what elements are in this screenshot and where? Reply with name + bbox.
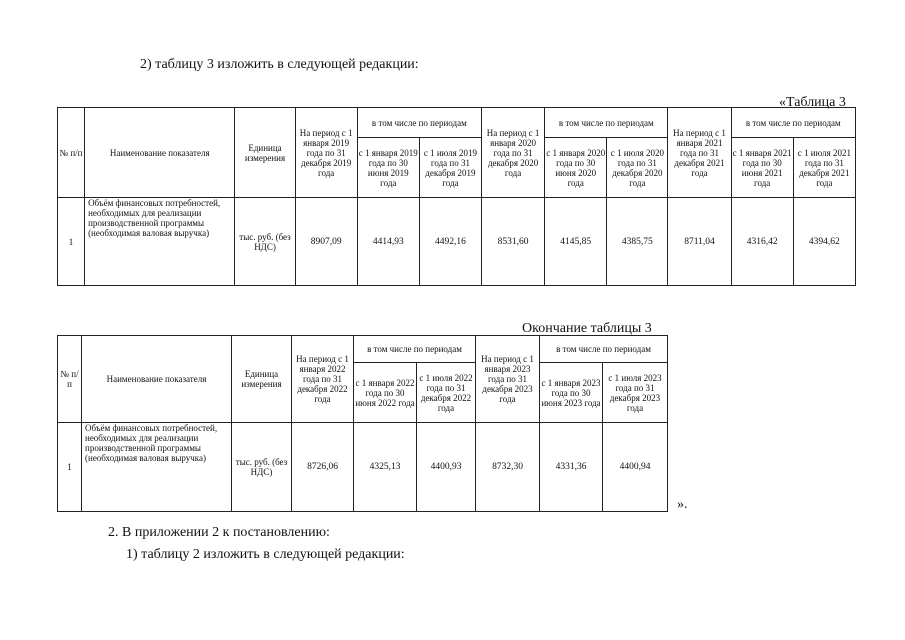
t2-header-h1-2022: с 1 января 2022 года по 30 июня 2022 года <box>354 363 417 423</box>
t1-header-num: № п/п <box>58 108 85 198</box>
t2-value-2023-h2: 4400,94 <box>603 423 668 512</box>
t1-header-h1-2021: с 1 января 2021 года по 30 июня 2021 года <box>731 138 793 198</box>
t2-header-h1-2023: с 1 января 2023 года по 30 июня 2023 года <box>540 363 603 423</box>
t1-header-period-2020: На период с 1 января 2020 года по 31 декабря 2020 года <box>482 108 545 198</box>
t2-row-name: Объём финансовых потребностей, необходимых для реализации производственной программы (необходимая валовая выручка) <box>82 423 232 512</box>
intro-text: таблицу 3 изложить в следующей редакции: <box>155 57 419 72</box>
t1-row-unit: тыс. руб. (без НДС) <box>235 198 295 286</box>
intro-item-number: 2) <box>140 57 152 72</box>
t2-header-h2-2022: с 1 июля 2022 года по 31 декабря 2022 года <box>417 363 476 423</box>
t2-value-2023: 8732,30 <box>476 423 540 512</box>
table2-caption: Окончание таблицы 3 <box>522 321 652 336</box>
table1-caption: «Таблица 3 <box>779 95 846 110</box>
t1-header-h1-2020: с 1 января 2020 года по 30 июня 2020 года <box>545 138 607 198</box>
t1-header-name: Наименование показателя <box>85 108 235 198</box>
t1-value-2019-h1: 4414,93 <box>357 198 419 286</box>
t2-header-name: Наименование показателя <box>82 336 232 423</box>
section2-item1 <box>126 547 405 563</box>
section2-heading: 2. В приложении 2 к постановлению: <box>108 525 330 540</box>
t2-header-subperiods-2023: в том числе по периодам <box>540 336 668 363</box>
t1-row-num: 1 <box>58 198 85 286</box>
table1 <box>57 107 856 286</box>
t2-row-num: 1 <box>58 423 82 512</box>
t1-value-2021-h1: 4316,42 <box>731 198 793 286</box>
t2-value-2022-h1: 4325,13 <box>354 423 417 512</box>
t1-header-subperiods-2019: в том числе по периодам <box>357 108 481 138</box>
t1-header-period-2021: На период с 1 января 2021 года по 31 декабря 2021 года <box>668 108 731 198</box>
t2-header-period-2023: На период с 1 января 2023 года по 31 декабря 2023 года <box>476 336 540 423</box>
t1-header-h2-2019: с 1 июля 2019 года по 31 декабря 2019 года <box>419 138 481 198</box>
section2-item1-number: 1) <box>126 547 138 562</box>
t2-value-2022: 8726,06 <box>292 423 354 512</box>
t1-header-period-2019: На период с 1 января 2019 года по 31 декабря 2019 года <box>295 108 357 198</box>
t2-header-period-2022: На период с 1 января 2022 года по 31 декабря 2022 года <box>292 336 354 423</box>
t1-header-h2-2020: с 1 июля 2020 года по 31 декабря 2020 года <box>607 138 668 198</box>
t2-value-2023-h1: 4331,36 <box>540 423 603 512</box>
t1-value-2020: 8531,60 <box>482 198 545 286</box>
t1-header-subperiods-2020: в том числе по периодам <box>545 108 668 138</box>
t1-value-2020-h2: 4385,75 <box>607 198 668 286</box>
t2-header-h2-2023: с 1 июля 2023 года по 31 декабря 2023 года <box>603 363 668 423</box>
table2-closing-quote: ». <box>677 497 688 512</box>
section2-item1-text: таблицу 2 изложить в следующей редакции: <box>141 547 405 562</box>
table2 <box>57 335 668 512</box>
t1-data-row <box>58 198 856 286</box>
t2-header-num: № п/п <box>58 336 82 423</box>
t2-row-unit: тыс. руб. (без НДС) <box>232 423 292 512</box>
t1-value-2020-h1: 4145,85 <box>545 198 607 286</box>
t1-header-h1-2019: с 1 января 2019 года по 30 июня 2019 года <box>357 138 419 198</box>
t1-value-2021-h2: 4394,62 <box>793 198 855 286</box>
intro-line <box>140 57 419 73</box>
t1-header-h2-2021: с 1 июля 2021 года по 31 декабря 2021 года <box>793 138 855 198</box>
t1-header-unit: Единица измерения <box>235 108 295 198</box>
t1-row-name: Объём финансовых потребностей, необходимых для реализации производственной программы (необходимая валовая выручка) <box>85 198 235 286</box>
t1-value-2021: 8711,04 <box>668 198 731 286</box>
t1-value-2019-h2: 4492,16 <box>419 198 481 286</box>
t2-header-unit: Единица измерения <box>232 336 292 423</box>
t2-value-2022-h2: 4400,93 <box>417 423 476 512</box>
t1-value-2019: 8907,09 <box>295 198 357 286</box>
t2-header-subperiods-2022: в том числе по периодам <box>354 336 476 363</box>
t2-data-row <box>58 423 668 512</box>
t1-header-subperiods-2021: в том числе по периодам <box>731 108 855 138</box>
